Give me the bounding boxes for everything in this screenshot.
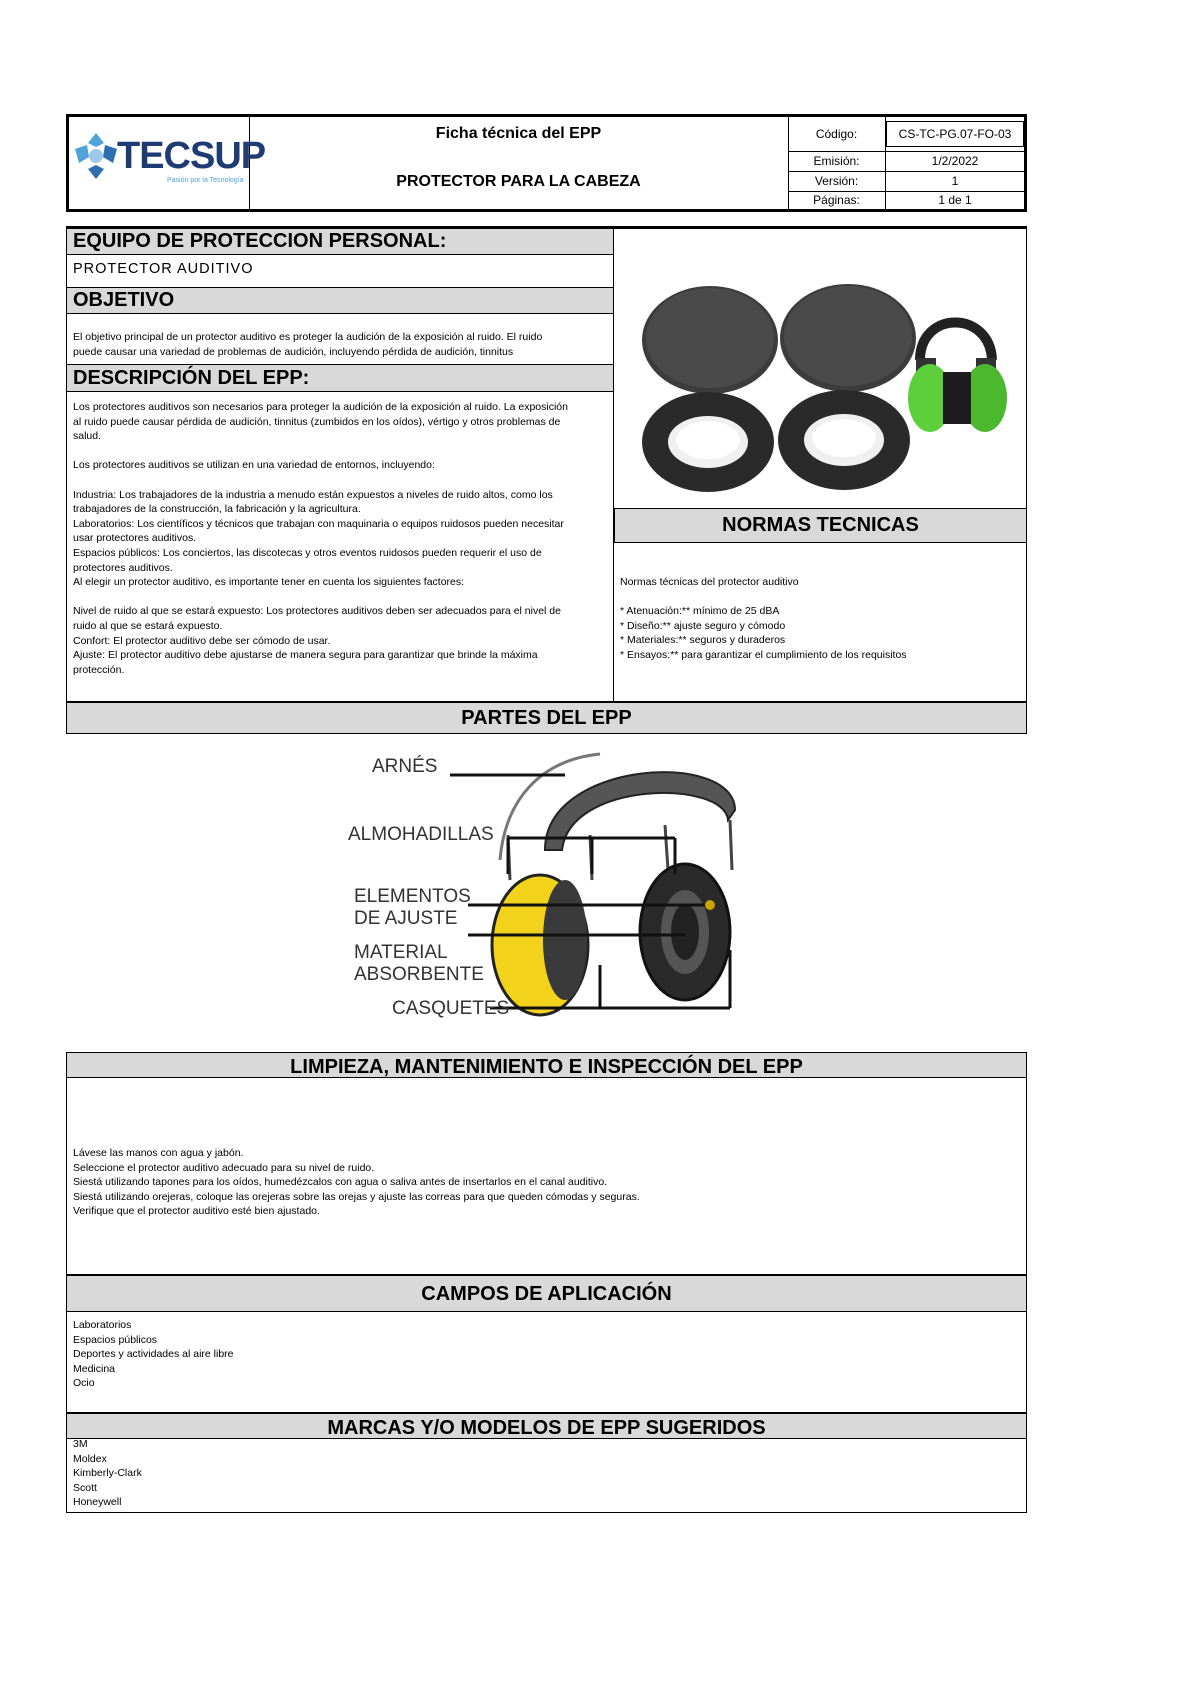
part-label-almohadillas: ALMOHADILLAS [348,824,494,845]
descripcion-line: Al elegir un protector auditivo, es importante tener en cuenta los siguientes factores: [73,576,465,589]
meta-key: Versión: [788,171,886,191]
meta-key: Páginas: [788,191,886,209]
marcas-line: Scott [73,1481,97,1494]
part-label-de-ajuste: DE AJUSTE [354,908,458,929]
meta-value: 1/2/2022 [931,154,979,168]
descripcion-line: protección. [73,663,125,676]
descripcion-line: trabajadores de la construcción, la fabricación y la agricultura. [73,503,361,516]
campos-line: Ocio [73,1377,95,1390]
partes-heading-bar [66,702,1027,734]
campos-line: Laboratorios [73,1319,132,1331]
meta-key: Emisión: [788,151,886,171]
campos-heading-bar [66,1275,1027,1312]
meta-key: Código: [788,117,886,151]
marcas-text [73,1437,142,1510]
marcas-heading-bar [66,1413,1027,1439]
descripcion-line: Confort: El protector auditivo debe ser cómodo de usar. [73,634,331,647]
descripcion-line [73,444,568,459]
campos-line: Medicina [73,1362,116,1375]
equipo-heading-bar [66,228,614,255]
descripcion-line: Laboratorios: Los científicos y técnicos que trabajan con maquinaria o equipos ruidosos pueden necesitar [73,517,564,530]
meta-value: 1 de 1 [938,193,972,207]
marcas-heading: MARCAS Y/O MODELOS DE EPP SUGERIDOS [327,1417,766,1439]
descripcion-line: Los protectores auditivos se utilizan en una variedad de entornos, incluyendo: [73,459,435,472]
descripcion-line: Los protectores auditivos son necesarios para proteger la audición de la exposición al ruido. La exposición [73,401,568,413]
limpieza-heading-bar [66,1052,1027,1078]
doc-meta-table [788,117,1024,209]
normas-line: * Diseño:** ajuste seguro y cómodo [620,619,786,632]
logo-text: TECSUP [117,135,266,177]
doc-subtitle: PROTECTOR PARA LA CABEZA [396,173,641,190]
part-label-elementos: ELEMENTOS [354,886,471,907]
descripcion-heading-bar [66,364,614,392]
descripcion-text [73,400,568,677]
part-label-material: MATERIAL [354,942,448,963]
campos-line: Espacios públicos [73,1333,158,1346]
limpieza-line: Seleccione el protector auditivo adecuado para su nivel de ruido. [73,1161,375,1174]
meta-row-version [788,171,1024,192]
meta-value: 1 [951,174,959,188]
descripcion-line: Espacios públicos: Los conciertos, las discotecas y otros eventos ruidosos pueden requerir el uso de [73,546,542,559]
meta-row-codigo [788,117,1024,152]
marcas-line: 3M [73,1438,88,1450]
logo-tagline: Pasión por la Tecnología [167,177,244,184]
objetivo-text [73,330,542,359]
part-label-casquetes: CASQUETES [392,998,510,1019]
limpieza-line: Verifique que el protector auditivo esté bien ajustado. [73,1205,320,1218]
meta-row-paginas [788,191,1024,209]
descripcion-line: al ruido puede causar pérdida de audición, tinnitus (zumbidos en los oídos), vértigo y otros problemas de [73,415,561,428]
normas-line [620,590,907,605]
objetivo-line: puede causar una variedad de problemas de audición, incluyendo pérdida de audición, tinnitus [73,345,514,358]
marcas-line: Kimberly-Clark [73,1467,142,1480]
descripcion-line: salud. [73,430,102,443]
meta-value: CS-TC-PG.07-FO-03 [886,121,1024,147]
title-cell [249,117,789,209]
normas-text [620,575,907,663]
objetivo-line: El objetivo principal de un protector auditivo es proteger la audición de la exposición al ruido. El ruido [73,331,543,343]
objetivo-heading-bar [66,287,614,314]
marcas-line: Honeywell [73,1496,122,1509]
descripcion-heading: DESCRIPCIÓN DEL EPP: [73,367,310,389]
descripcion-line: protectores auditivos. [73,561,173,574]
earmuff-photo-icon [630,280,1010,500]
normas-heading: NORMAS TECNICAS [722,514,919,536]
tecsup-logo-icon [75,133,117,179]
normas-line: Normas técnicas del protector auditivo [620,576,799,588]
equipo-heading: EQUIPO DE PROTECCION PERSONAL: [73,230,447,252]
document-header [66,114,1027,212]
descripcion-line: Ajuste: El protector auditivo debe ajustarse de manera segura para garantizar que brinde la máxima [73,649,538,662]
normas-line: * Ensayos:** para garantizar el cumplimiento de los requisitos [620,648,907,661]
campos-line: Deportes y actividades al aire libre [73,1348,234,1361]
normas-line: * Materiales:** seguros y duraderos [620,634,786,647]
descripcion-line [73,590,568,605]
limpieza-heading: LIMPIEZA, MANTENIMIENTO E INSPECCIÓN DEL EPP [290,1056,803,1078]
logo-cell [69,117,266,209]
descripcion-line: Nivel de ruido al que se estará expuesto: Los protectores auditivos deben ser adecuados para el nivel de [73,605,561,618]
descripcion-line [73,473,568,488]
part-label-arnes: ARNÉS [372,756,438,777]
objetivo-heading: OBJETIVO [73,289,175,311]
descripcion-line: usar protectores auditivos. [73,532,197,545]
limpieza-line: Siestá utilizando tapones para los oídos, humedézcalos con agua o saliva antes de insertarlos en el canal auditivo. [73,1176,608,1189]
meta-row-emision [788,151,1024,172]
earmuff-parts-diagram-icon [330,740,760,1030]
campos-text [73,1318,234,1391]
partes-heading: PARTES DEL EPP [461,707,632,729]
marcas-line: Moldex [73,1452,107,1465]
descripcion-line: Industria: Los trabajadores de la industria a menudo están expuestos a niveles de ruido altos, como los [73,488,553,501]
doc-title: Ficha técnica del EPP [435,125,602,142]
limpieza-line: Lávese las manos con agua y jabón. [73,1147,244,1159]
limpieza-text [73,1146,640,1219]
equipo-value: PROTECTOR AUDITIVO [73,261,254,277]
limpieza-line: Siestá utilizando orejeras, coloque las orejeras sobre las orejas y ajuste las correas para que queden cómodas y seguras. [73,1190,640,1203]
part-label-absorbente: ABSORBENTE [354,964,484,985]
campos-heading: CAMPOS DE APLICACIÓN [421,1283,672,1305]
normas-line: * Atenuación:** mínimo de 25 dBA [620,605,780,618]
normas-heading-bar [614,508,1027,543]
descripcion-line: ruido al que se estará expuesto. [73,619,223,632]
